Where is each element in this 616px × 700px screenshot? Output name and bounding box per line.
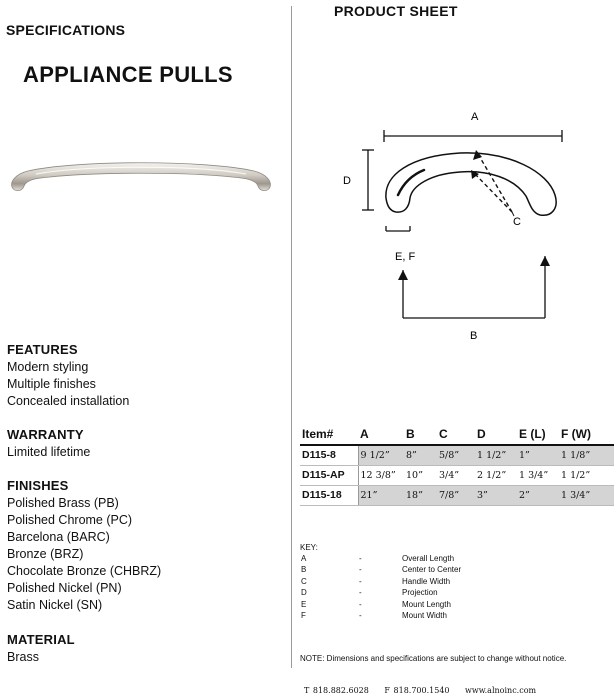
features-list [7,359,129,410]
material-list [7,649,39,666]
col-header: B [404,425,437,445]
list-item: D - Projection [301,588,438,598]
table-cell: 9 1/2” [358,445,404,465]
table-cell: 8” [404,445,437,465]
list-item: B - Center to Center [301,565,462,575]
list-item: Multiple finishes [7,377,96,391]
label-d: D [343,175,351,187]
col-header: C [437,425,475,445]
warranty-heading: WARRANTY [7,427,84,442]
material-heading: MATERIAL [7,632,75,647]
label-ef: E, F [395,251,416,263]
list-item: Modern styling [7,360,89,374]
table-cell: 7/8” [437,485,475,505]
col-header: D [475,425,517,445]
finishes-heading: FINISHES [7,478,69,493]
col-header: Item# [300,425,358,445]
table-cell: 18” [404,485,437,505]
appliance-pull-image [6,150,276,200]
dimensions-table [300,425,614,506]
fax-number: F 818.700.1540 [384,686,450,695]
list-item: Concealed installation [7,394,130,408]
arrow-up-icon [540,256,550,266]
table-header-row [300,425,614,445]
table-cell: 12 3/8” [358,465,404,485]
specifications-heading: SPECIFICATIONS [6,22,126,38]
table-cell: 3” [475,485,517,505]
col-header: E (L) [517,425,559,445]
phone-number: T 818.882.6028 [304,686,369,695]
disclaimer-note: NOTE: Dimensions and specifications are subject to change without notice. [300,654,567,663]
warranty-list [7,444,90,461]
table-cell: 2 1/2” [475,465,517,485]
table-cell: D115-18 [300,485,358,505]
col-header: A [358,425,404,445]
table-row [300,465,614,485]
label-a: A [471,111,479,123]
table-cell: 1” [517,445,559,465]
table-cell: 5/8” [437,445,475,465]
label-c: C [513,216,521,228]
table-cell: 1 1/2” [559,465,614,485]
product-sheet-heading: PRODUCT SHEET [334,3,458,19]
table-cell: 1 1/8” [559,445,614,465]
key-list [300,553,600,621]
table-cell: 1 3/4” [517,465,559,485]
arrow-up-icon [398,270,408,280]
table-cell: 10” [404,465,437,485]
product-title: APPLIANCE PULLS [23,62,233,87]
column-divider [291,6,292,668]
table-row [300,445,614,465]
contact-footer [304,686,548,695]
list-item: Limited lifetime [7,445,91,459]
list-item: A - Overall Length [301,554,455,563]
list-item: Polished Chrome (PC) [7,513,133,527]
features-heading: FEATURES [7,342,78,357]
table-cell: 2” [517,485,559,505]
website-link[interactable]: www.alnoinc.com [465,686,537,695]
list-item: Satin Nickel (SN) [7,598,103,612]
list-item: E - Mount Length [301,599,451,609]
table-cell: 1 3/4” [559,485,614,505]
list-item: Polished Brass (PB) [7,496,119,510]
table-cell: 3/4” [437,465,475,485]
key-title: KEY: [300,543,318,552]
list-item: Chocolate Bronze (CHBRZ) [7,564,162,578]
list-item: F - Mount Width [301,610,447,620]
label-b: B [470,330,478,342]
table-cell: 21” [358,485,404,505]
table-row [300,485,614,505]
list-item: C - Handle Width [301,576,451,586]
list-item: Bronze (BRZ) [7,547,84,561]
col-header: F (W) [559,425,614,445]
list-item: Barcelona (BARC) [7,530,110,544]
table-cell: 1 1/2” [475,445,517,465]
list-item: Polished Nickel (PN) [7,581,122,595]
dimension-diagram [300,100,610,360]
list-item: Brass [7,650,39,664]
table-cell: D115-8 [300,445,358,465]
finishes-list [7,495,161,614]
table-cell: D115-AP [300,465,358,485]
